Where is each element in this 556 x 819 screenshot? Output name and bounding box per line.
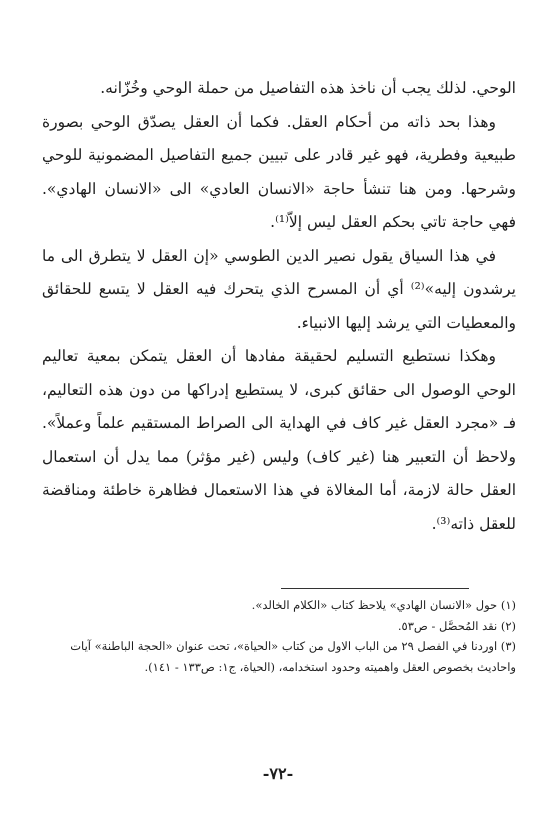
paragraph-3: في هذا السياق يقول نصير الدين الطوسي «إن العقل لا يتطرق الى ما يرشدون إليه»⁽²⁾ أي أن المسرح الذي يتحرك فيه العقل لا يتسع للحقائق والمعطيات التي يرشد إليها الانبياء. [42, 246, 517, 332]
paragraph-2: وهذا بحد ذاته من أحكام العقل. فكما أن العقل يصدّق الوحي بصورة طبيعية وفطرية، فهو غير قادر على تبيين جميع التفاصيل المضمونية للوحي وشرحها. ومن هنا تنشأ حاجة «الانسان العادي» الى «الانسان الهادي». فهي حاجة تاتي بحكم العقل ليس إلاّ⁽¹⁾. [42, 112, 517, 231]
footnotes [42, 595, 516, 677]
footnote-separator [281, 588, 469, 589]
main-text [42, 72, 516, 541]
page-number: -٧٢- [262, 764, 294, 783]
footnote-2: (٢) نقد المُحصَّل - ص٥٣. [397, 618, 516, 633]
footnote-1: (١) حول «الانسان الهادي» يلاحظ كتاب «الكلام الخالد». [251, 598, 516, 612]
paragraph-1: الوحي. لذلك يجب أن ناخذ هذه التفاصيل من حملة الوحي وخُزّانه. [100, 79, 516, 97]
paragraph-4: وهكذا نستطيع التسليم لحقيقة مفادها أن العقل يتمكن بمعية تعاليم الوحي الوصول الى حقائق كبرى، لا يستطيع إدراكها من دون هذه التعاليم، فـ «مجرد العقل غير كاف في الهداية الى الصراط المستقيم علماً وعملاً». ولاحظ أن التعبير هنا (غير كاف) وليس (غير مؤثر) مما يدل أن استعمال العقل حالة لازمة، أما المغالاة في هذا الاستعمال فظاهرة خاطئة ومناقضة للعقل ذاته⁽³⁾. [42, 347, 516, 533]
footnote-3: (٣) اوردنا في الفصل ٢٩ من الباب الاول من كتاب «الحياة»، تحت عنوان «الحجة الباطنة» آيات واحاديث بخصوص العقل واهميته وحدود استخدامه، (الحياة، ج١: ص١٣٣ - ١٤١). [70, 639, 516, 674]
